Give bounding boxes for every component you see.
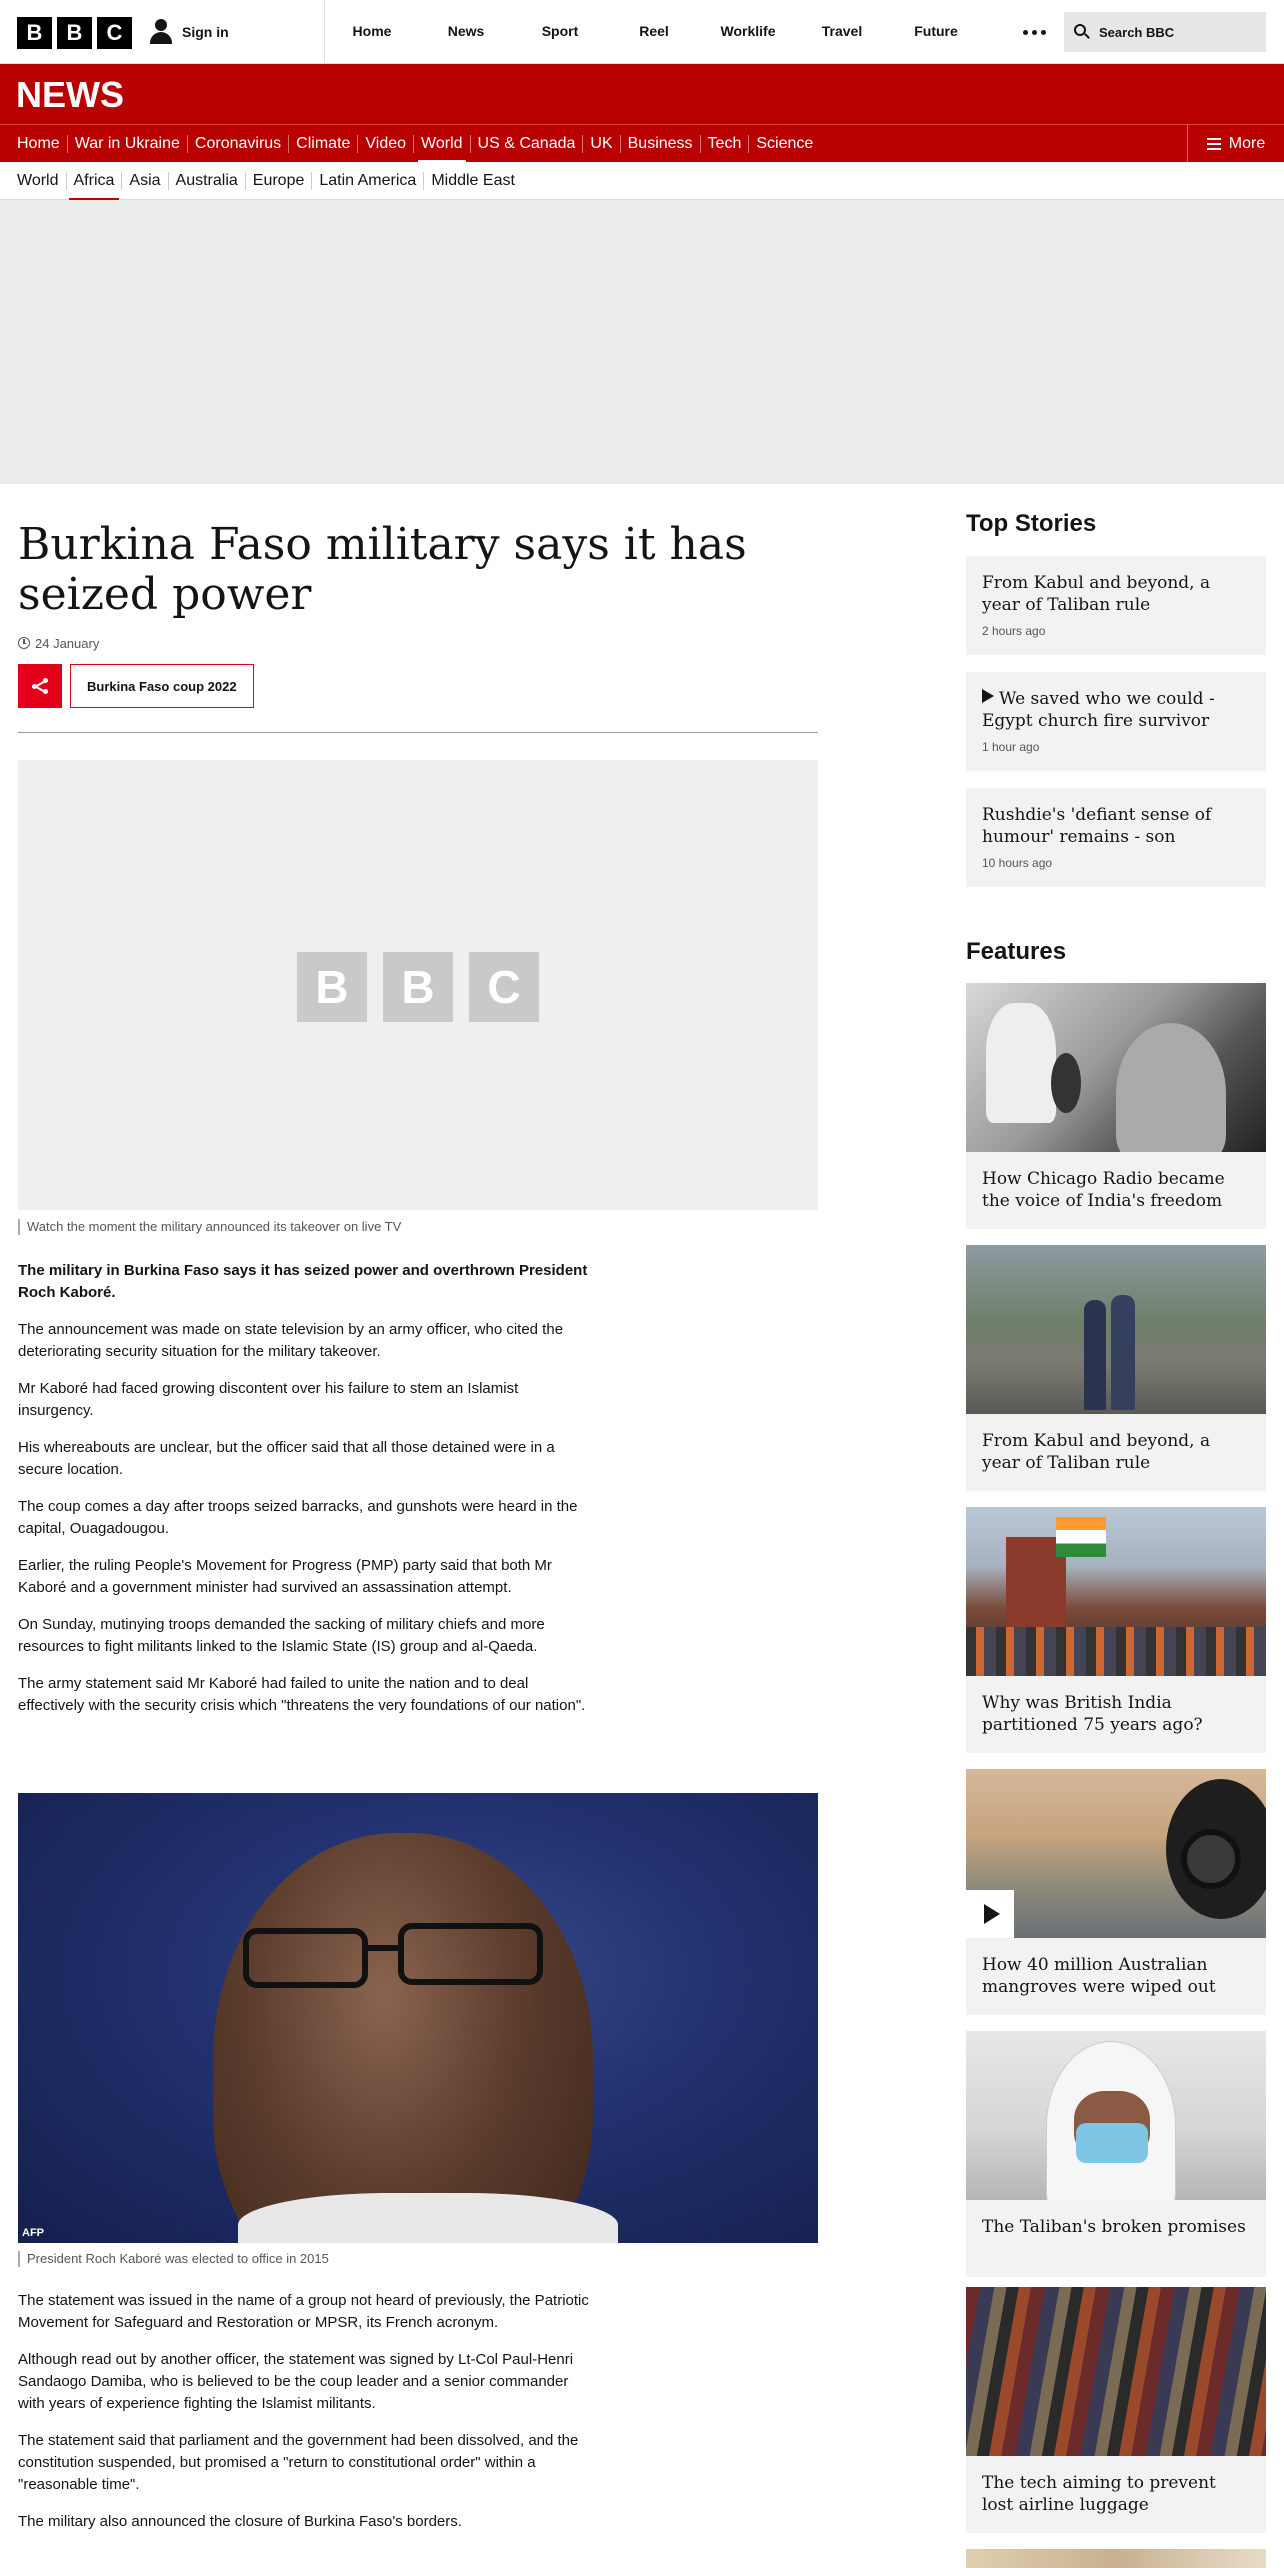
news-nav-item[interactable]: Home (10, 135, 68, 153)
news-nav-more-button[interactable] (1187, 125, 1284, 163)
kabore-photo (18, 1793, 818, 2243)
article-paragraph: The announcement was made on state television by an army officer, who cited the deteriorating security situation for the military takeover. (18, 1321, 564, 1360)
share-icon (32, 678, 48, 694)
bbc-logo-letter: C (97, 17, 132, 49)
region-nav-item[interactable]: Latin America (312, 172, 424, 190)
article-body (18, 1260, 592, 1732)
topic-tag-link[interactable]: Burkina Faso coup 2022 (70, 664, 254, 708)
global-nav-reel[interactable]: Reel (639, 23, 669, 39)
video-play-button[interactable] (966, 1890, 1014, 1938)
feature-card[interactable] (966, 1507, 1266, 1753)
article-paragraph: Mr Kaboré had faced growing discontent over his failure to stem an Islamist insurgency. (18, 1380, 519, 1419)
article-tags (18, 664, 818, 708)
top-story-time: 10 hours ago (982, 856, 1053, 870)
features-heading: Features (966, 938, 1067, 965)
news-nav-item[interactable]: Coronavirus (188, 135, 289, 153)
play-icon (982, 689, 994, 703)
region-nav-item[interactable]: Australia (169, 172, 246, 190)
top-story-time: 2 hours ago (982, 624, 1046, 638)
global-nav-worklife[interactable]: Worklife (720, 23, 776, 39)
news-banner (0, 64, 1284, 124)
bbc-logo[interactable] (17, 17, 132, 49)
feature-title: How Chicago Radio became the voice of India's freedom (982, 1169, 1225, 1211)
video-caption: Watch the moment the military announced its takeover on live TV (18, 1219, 401, 1235)
feature-title: The Taliban's broken promises (982, 2217, 1246, 2237)
global-nav-future[interactable]: Future (914, 23, 958, 39)
top-story-title: Rushdie's 'defiant sense of humour' remains - son (982, 805, 1212, 847)
article-date (18, 634, 818, 652)
news-nav-item[interactable]: Business (621, 135, 701, 153)
article-paragraph: Although read out by another officer, the statement was signed by Lt-Col Paul-Henri Sandaogo Damiba, who is believed to be the coup leader and a senior commander with years of experience fighting the Islamist militants. (18, 2351, 574, 2412)
photo-credit: AFP (22, 2227, 44, 2239)
photo-caption: President Roch Kaboré was elected to office in 2015 (18, 2251, 329, 2267)
news-nav-item[interactable]: Tech (701, 135, 750, 153)
user-icon (150, 19, 172, 45)
region-nav-item[interactable]: Middle East (431, 172, 515, 189)
feature-image (966, 2031, 1266, 2200)
news-nav-item[interactable]: US & Canada (471, 135, 584, 153)
feature-card[interactable] (966, 2287, 1266, 2533)
feature-card[interactable] (966, 2549, 1266, 2568)
region-nav-item[interactable]: Europe (246, 172, 313, 190)
feature-title: From Kabul and beyond, a year of Taliban rule (982, 1431, 1211, 1473)
feature-image (966, 2287, 1266, 2456)
feature-card[interactable] (966, 1769, 1266, 2015)
article-paragraph: His whereabouts are unclear, but the officer said that all those detained were in a secure location. (18, 1439, 555, 1478)
feature-title: The tech aiming to prevent lost airline luggage (982, 2473, 1216, 2515)
feature-image (966, 983, 1266, 1152)
feature-image (966, 2549, 1266, 2568)
divider (18, 732, 818, 733)
feature-image (966, 1507, 1266, 1676)
clock-icon (18, 637, 30, 649)
sign-in-label: Sign in (182, 24, 229, 40)
search-icon (1074, 24, 1090, 40)
news-nav-item[interactable]: Video (358, 135, 414, 153)
bbc-logo-letter: B (17, 17, 52, 49)
hamburger-menu-icon (1207, 138, 1221, 150)
play-icon (984, 1904, 1000, 1924)
news-nav (0, 124, 1284, 162)
top-story-time: 1 hour ago (982, 740, 1040, 754)
top-story-card[interactable] (966, 672, 1266, 771)
global-header (0, 0, 1284, 64)
news-section-title[interactable]: NEWS (16, 74, 124, 115)
top-stories-heading: Top Stories (966, 510, 1097, 537)
search-box[interactable] (1064, 12, 1266, 52)
search-label: Search BBC (1099, 24, 1175, 40)
more-menu-icon[interactable] (1010, 22, 1058, 42)
article-paragraph: The coup comes a day after troops seized barracks, and gunshots were heard in the capital, Ouagadougou. (18, 1498, 578, 1537)
news-nav-item[interactable]: UK (583, 135, 620, 153)
global-nav-home[interactable]: Home (352, 23, 392, 39)
news-nav-item[interactable]: War in Ukraine (68, 135, 188, 153)
article-paragraph: Earlier, the ruling People's Movement for Progress (PMP) party said that both Mr Kaboré and a government minister had survived an assassination attempt. (18, 1557, 552, 1596)
feature-image (966, 1245, 1266, 1414)
top-story-title: We saved who we could - Egypt church fire survivor (982, 689, 1215, 731)
region-nav-item[interactable]: World (10, 172, 67, 190)
video-logo-letter: B (383, 952, 453, 1022)
top-story-title: From Kabul and beyond, a year of Taliban rule (982, 573, 1211, 615)
article-headline: Burkina Faso military says it has seized power (18, 519, 747, 620)
global-nav-travel[interactable]: Travel (821, 23, 863, 39)
video-logo-letter: C (469, 952, 539, 1022)
region-nav (0, 162, 1284, 200)
feature-card[interactable] (966, 2031, 1266, 2277)
region-nav-item[interactable]: Asia (122, 172, 168, 190)
global-nav (324, 0, 983, 64)
region-nav-item-active[interactable]: Africa (67, 172, 123, 190)
feature-card[interactable] (966, 983, 1266, 1229)
video-logo-letter: B (297, 952, 367, 1022)
feature-title: Why was British India partitioned 75 years ago? (982, 1693, 1203, 1735)
video-player[interactable] (18, 760, 818, 1210)
article-body-continued (18, 2290, 592, 2548)
article-paragraph: On Sunday, mutinying troops demanded the sacking of military chiefs and more resources to fight militants linked to the Islamic State (IS) group and al-Qaeda. (18, 1616, 545, 1655)
news-nav-item[interactable]: Science (756, 135, 814, 152)
global-nav-news[interactable]: News (447, 23, 485, 39)
news-nav-item-active[interactable]: World (414, 135, 471, 153)
article-header (18, 520, 818, 733)
article-paragraph: The military also announced the closure of Burkina Faso's borders. (18, 2513, 462, 2530)
advertisement-placeholder (0, 200, 1284, 484)
news-nav-item[interactable]: Climate (289, 135, 358, 153)
top-story-card[interactable] (966, 788, 1266, 887)
article-paragraph: The statement said that parliament and the government had been dissolved, and the constitution suspended, but promised a "return to constitutional order" within a "reasonable time". (18, 2432, 579, 2493)
feature-title: How 40 million Australian mangroves were wiped out (982, 1955, 1216, 1997)
share-button[interactable] (18, 664, 62, 708)
feature-image (966, 1769, 1266, 1938)
sign-in-link[interactable] (150, 18, 229, 46)
more-label: More (1228, 135, 1266, 152)
article-paragraph: The army statement said Mr Kaboré had failed to unite the nation and to deal effectively with the security crisis which "threatens the very foundations of our nation". (18, 1675, 586, 1714)
top-story-card[interactable] (966, 556, 1266, 655)
feature-card[interactable] (966, 1245, 1266, 1491)
bbc-logo-letter: B (57, 17, 92, 49)
article-paragraph: The statement was issued in the name of a group not heard of previously, the Patriotic Movement for Safeguard and Restoration or MPSR, its French acronym. (18, 2292, 589, 2331)
video-placeholder-logo (297, 952, 539, 1022)
article-date-text: 24 January (35, 635, 100, 651)
global-nav-sport[interactable]: Sport (541, 23, 579, 39)
article-paragraph: The military in Burkina Faso says it has seized power and overthrown President Roch Kaboré. (18, 1262, 588, 1301)
